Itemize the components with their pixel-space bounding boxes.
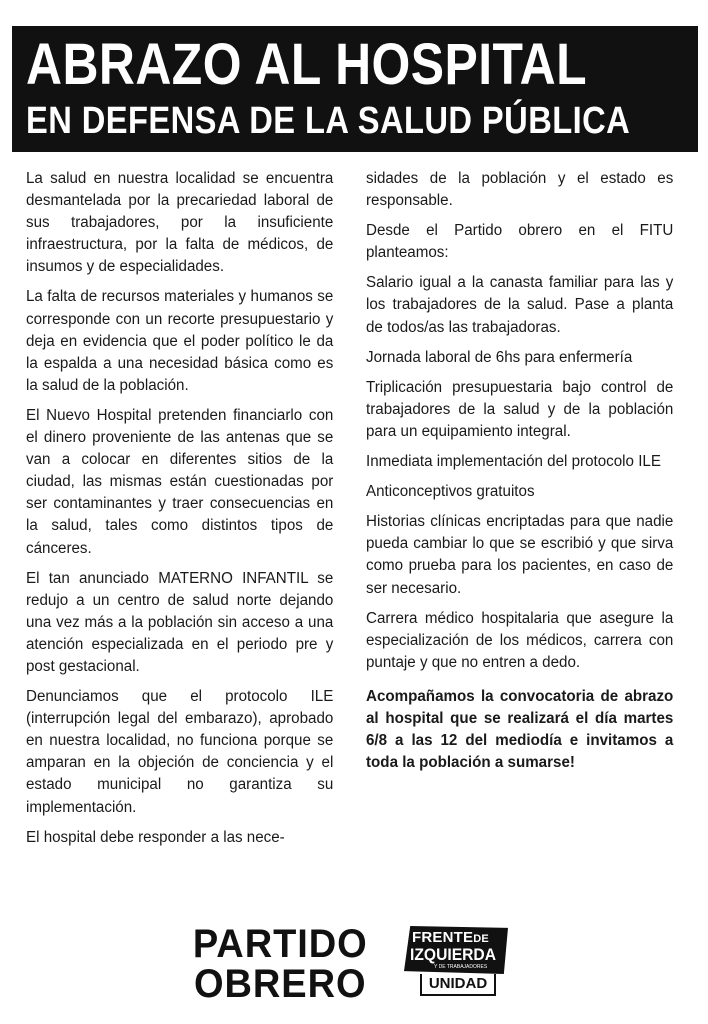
paragraph: El Nuevo Hospital pretenden financiarlo con el dinero proveniente de las antenas que se van a colocar en diferentes sitios de la ciudad, las mismas están cuestionadas por ser contaminantes y traer consecuencias en la salud, tales como distintos tipos de cánceres. — [26, 406, 334, 557]
demand-item: Carrera médico hospitalaria que asegure la especialización de los médicos, carrera con puntaje y que no entren a dedo. — [366, 609, 674, 671]
paragraph: El hospital debe responder a las nece- — [26, 828, 285, 846]
left-column — [26, 168, 333, 857]
paragraph: El tan anunciado MATERNO INFANTIL se redujo a un centro de salud norte dejando una vez más a la población sin acceso a una atención especializada en el periodo pre y post gestacional. — [26, 569, 334, 675]
demand-item: Jornada laboral de 6hs para enfermería — [366, 348, 633, 366]
header-banner — [12, 26, 698, 152]
call-to-action: Acompañamos la convocatoria de abrazo al hospital que se realizará el día martes 6/8 a las 12 del mediodía e invitamos a toda la población a sumarse! — [366, 687, 674, 772]
logo-line: OBRERO — [193, 962, 367, 1006]
demand-item: Inmediata implementación del protocolo ILE — [366, 453, 661, 471]
demand-item: Anticonceptivos gratuitos — [366, 483, 535, 501]
demand-item: Historias clínicas encriptadas para que nadie pueda cambiar lo que se escribió y que sirva como prueba para los pacientes, en caso de ser necesario. — [366, 513, 674, 597]
paragraph: sidades de la población y el estado es responsable. — [366, 170, 674, 210]
paragraph: La falta de recursos materiales y humanos se corresponde con un recorte presupuestario y deja en evidencia que el poder político le da la espalda a una necesidad básica como es la salud de la población. — [26, 288, 334, 394]
logo-line: FRENTEDE — [412, 929, 489, 946]
paragraph: La salud en nuestra localidad se encuentra desmantelada por la precariedad laboral de sus trabajadores, por la insuficiente infraestructura, por la falta de médicos, de insumos y de especialidades. — [26, 170, 334, 276]
page-title: ABRAZO AL HOSPITAL — [26, 32, 588, 97]
logo-line: IZQUIERDA — [410, 945, 497, 964]
fit-unidad-logo — [404, 924, 514, 1000]
demand-item: Triplicación presupuestaria bajo control de trabajadores de la salud y de la población para un equipamiento integral. — [366, 378, 674, 440]
logo-line: PARTIDO — [192, 922, 368, 966]
paragraph: Denunciamos que el protocolo ILE (interrupción legal del embarazo), aprobado en nuestra localidad, no funciona porque se amparan en la objeción de conciencia y el estado municipal no garantiza su implementación. — [26, 688, 334, 816]
partido-obrero-logo — [190, 924, 371, 1004]
logo-small-text: Y DE TRABAJADORES — [434, 964, 488, 970]
page-subtitle: EN DEFENSA DE LA SALUD PÚBLICA — [26, 100, 631, 142]
demand-item: Salario igual a la canasta familiar para las y los trabajadores de la salud. Pase a planta de todos/as las trabajadoras. — [366, 274, 674, 336]
logo-unidad: UNIDAD — [420, 974, 496, 996]
right-column — [366, 168, 673, 782]
paragraph: Desde el Partido obrero en el FITU planteamos: — [366, 222, 674, 262]
